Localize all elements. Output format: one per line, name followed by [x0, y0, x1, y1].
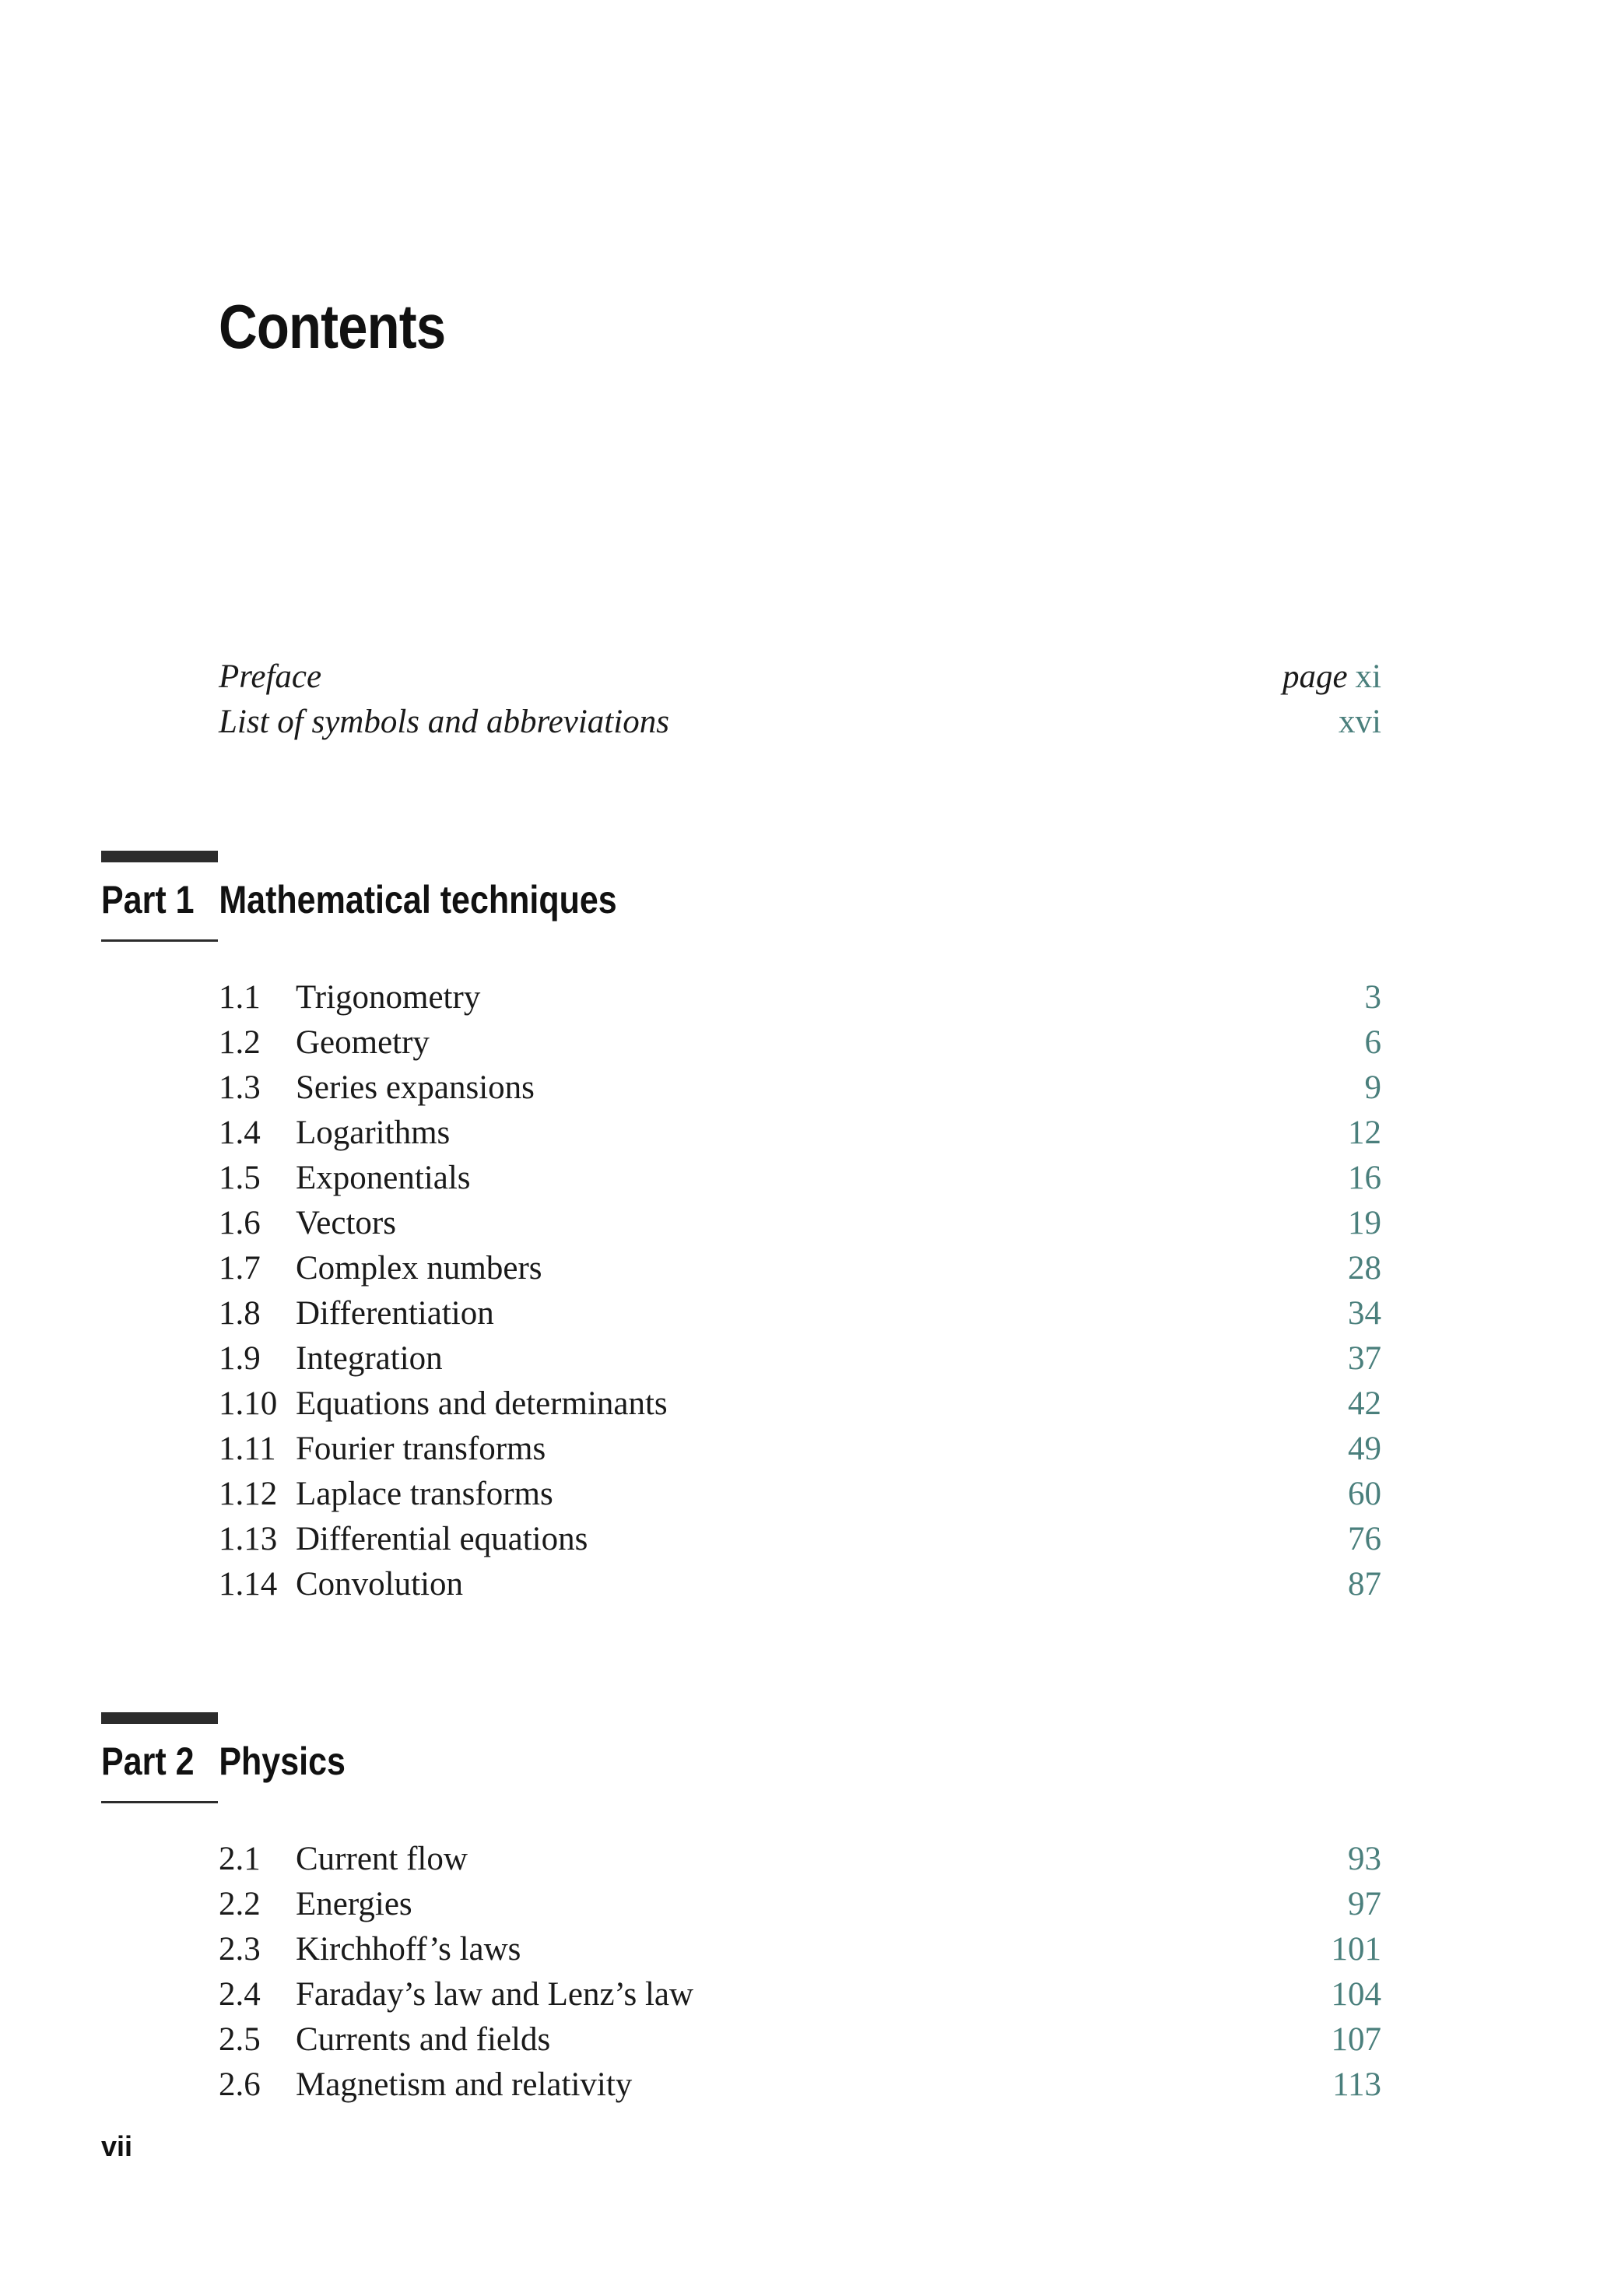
entry-page: 107	[1331, 2021, 1381, 2058]
toc-entry[interactable]	[219, 1020, 1381, 1065]
entry-page: 34	[1348, 1295, 1381, 1332]
entry-title: Differential equations	[296, 1521, 588, 1557]
entry-title: Laplace transforms	[296, 1476, 553, 1512]
entry-number: 2.2	[219, 1886, 261, 1922]
toc-entry[interactable]	[219, 1472, 1381, 1517]
entry-number: 1.3	[219, 1069, 261, 1106]
toc-entry[interactable]	[219, 1882, 1381, 1927]
toc-entry[interactable]	[219, 1562, 1381, 1607]
entry-page: 19	[1348, 1205, 1381, 1241]
entry-number: 1.14	[219, 1566, 278, 1603]
toc-entry[interactable]	[219, 1065, 1381, 1111]
toc-entry[interactable]	[219, 1927, 1381, 1972]
entry-number: 2.1	[219, 1841, 261, 1877]
part-rule	[101, 939, 218, 942]
entry-title: Current flow	[296, 1841, 468, 1877]
toc-entry[interactable]	[219, 1972, 1381, 2017]
toc-entry[interactable]	[219, 1246, 1381, 1291]
front-matter-page	[1339, 700, 1381, 745]
entry-title: Currents and fields	[296, 2021, 551, 2058]
toc-entry[interactable]	[219, 1111, 1381, 1156]
part-bar	[101, 1712, 218, 1724]
part-2-entries	[219, 1837, 1381, 2108]
toc-entry[interactable]	[219, 1156, 1381, 1201]
part-title: Mathematical techniques	[219, 878, 617, 922]
entry-title: Convolution	[296, 1566, 464, 1603]
front-matter-label: Preface	[219, 658, 322, 695]
part-title: Physics	[219, 1740, 346, 1783]
entry-page: 104	[1331, 1976, 1381, 2013]
entry-page: 97	[1348, 1886, 1381, 1922]
entry-page: 3	[1364, 979, 1381, 1016]
front-matter-page	[1282, 655, 1381, 700]
page-title: Contents	[219, 292, 446, 361]
entry-page: 76	[1348, 1521, 1381, 1557]
entry-number: 1.7	[219, 1250, 261, 1287]
entry-title: Geometry	[296, 1024, 430, 1061]
toc-entry[interactable]	[219, 1291, 1381, 1336]
entry-number: 1.13	[219, 1521, 278, 1557]
entry-number: 2.4	[219, 1976, 261, 2013]
entry-title: Kirchhoff’s laws	[296, 1931, 521, 1968]
entry-title: Exponentials	[296, 1160, 471, 1196]
entry-number: 1.4	[219, 1115, 261, 1151]
entry-number: 1.1	[219, 979, 261, 1016]
front-matter-item[interactable]	[219, 655, 1381, 700]
entry-number: 1.8	[219, 1295, 261, 1332]
toc-entry[interactable]	[219, 975, 1381, 1020]
entry-page: 42	[1348, 1385, 1381, 1422]
entry-page: 12	[1348, 1115, 1381, 1151]
entry-page: 37	[1348, 1340, 1381, 1377]
toc-entry[interactable]	[219, 2017, 1381, 2063]
toc-entry[interactable]	[219, 1201, 1381, 1246]
page-folio: vii	[101, 2130, 133, 2162]
entry-page: 101	[1331, 1931, 1381, 1968]
entry-page: 6	[1364, 1024, 1381, 1061]
toc-entry[interactable]	[219, 1427, 1381, 1472]
entry-number: 2.5	[219, 2021, 261, 2058]
entry-title: Integration	[296, 1340, 443, 1377]
entry-title: Trigonometry	[296, 979, 481, 1016]
front-matter-list	[219, 655, 1381, 745]
entry-title: Logarithms	[296, 1115, 451, 1151]
front-matter-page-number: xvi	[1339, 704, 1381, 740]
entry-title: Equations and determinants	[296, 1385, 668, 1422]
part-label: Part 2	[101, 1740, 195, 1783]
entry-number: 1.2	[219, 1024, 261, 1061]
part-bar	[101, 851, 218, 862]
entry-number: 1.9	[219, 1340, 261, 1377]
entry-title: Complex numbers	[296, 1250, 542, 1287]
toc-entry[interactable]	[219, 1517, 1381, 1562]
part-rule	[101, 1801, 218, 1803]
entry-page: 93	[1348, 1841, 1381, 1877]
part-heading	[101, 878, 617, 922]
entry-number: 1.5	[219, 1160, 261, 1196]
part-label: Part 1	[101, 878, 195, 922]
entry-title: Vectors	[296, 1205, 396, 1241]
front-matter-page-number: xi	[1355, 658, 1381, 695]
entry-number: 1.6	[219, 1205, 261, 1241]
part-heading	[101, 1742, 346, 1781]
entry-title: Series expansions	[296, 1069, 535, 1106]
entry-title: Energies	[296, 1886, 412, 1922]
entry-number: 1.11	[219, 1431, 276, 1467]
entry-page: 9	[1364, 1069, 1381, 1106]
entry-page: 87	[1348, 1566, 1381, 1603]
entry-page: 28	[1348, 1250, 1381, 1287]
front-matter-item[interactable]	[219, 700, 1381, 745]
entry-number: 1.12	[219, 1476, 278, 1512]
part-1-entries	[219, 975, 1381, 1607]
toc-entry[interactable]	[219, 1381, 1381, 1427]
page-prefix: page	[1282, 658, 1348, 695]
entry-number: 2.6	[219, 2066, 261, 2103]
entry-number: 2.3	[219, 1931, 261, 1968]
entry-page: 16	[1348, 1160, 1381, 1196]
entry-page: 49	[1348, 1431, 1381, 1467]
toc-entry[interactable]	[219, 1336, 1381, 1381]
toc-entry[interactable]	[219, 2063, 1381, 2108]
entry-title: Differentiation	[296, 1295, 494, 1332]
entry-title: Magnetism and relativity	[296, 2066, 633, 2103]
entry-number: 1.10	[219, 1385, 278, 1422]
entry-page: 60	[1348, 1476, 1381, 1512]
entry-title: Fourier transforms	[296, 1431, 546, 1467]
entry-page: 113	[1332, 2066, 1381, 2103]
entry-title: Faraday’s law and Lenz’s law	[296, 1976, 694, 2013]
toc-entry[interactable]	[219, 1837, 1381, 1882]
front-matter-label: List of symbols and abbreviations	[219, 704, 669, 740]
